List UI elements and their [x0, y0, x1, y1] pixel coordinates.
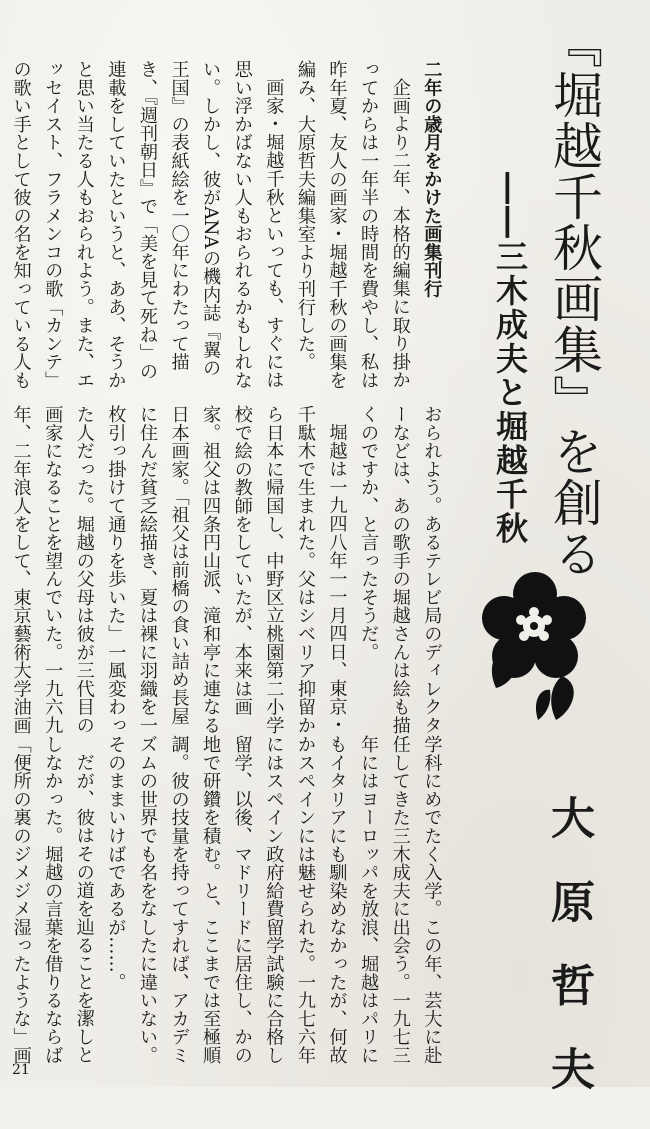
text-line: かスペインには魅せられた。一九七六年 [294, 735, 316, 1065]
page-number: 21 [12, 1062, 30, 1078]
text-line: 留学、以後、マドリードに居住し、かの [231, 735, 253, 1065]
text-line: ら日本に帰国し、中野区立桃園第二小学 [263, 405, 285, 735]
text-line: 調。彼の技量を持ってすれば、アカデミ [168, 735, 190, 1065]
text-line: ってからは一年半の時間を費やし、私は [358, 60, 380, 390]
text-line: 「便所の裏のジメジメ湿ったような」画 [10, 735, 32, 1065]
text-line: もイタリアにも馴染めなかったが、何故 [326, 735, 348, 1065]
text-line: 千駄木で生まれた。父はシベリア抑留か [294, 405, 316, 735]
text-line: 堀越は一九四八年一一月四日、東京・ [326, 423, 348, 735]
text-line: にはスペイン政府給費留学試験に合格し [263, 735, 285, 1065]
text-line: しなかった。堀越の言葉を借りるならば [42, 735, 64, 1065]
text-line: い。しかし、彼がANAの機内誌『翼の [200, 60, 222, 377]
text-line: くのですか、と言ったそうだ。 [358, 405, 380, 662]
text-line: 昨年夏、友人の画家・堀越千秋の画集を [326, 60, 348, 390]
text-line: 日本画家。「祖父は前橋の食い詰め長屋 [168, 405, 190, 726]
text-line: 校で絵の教師をしていたが、本来は画 [231, 405, 253, 716]
text-line: 企画より二年、本格的編集に取り掛か [389, 78, 411, 390]
text-line: 画家になることを望んでいた。一九六九 [42, 405, 64, 735]
author-name: 大原哲夫 [543, 795, 594, 1129]
text-line: 任してきた三木成夫に出会う。一九七三 [389, 735, 411, 1065]
article-subtitle: ――三木成夫と堀越千秋 [491, 172, 529, 546]
text-line: ーなどは、あの歌手の堀越さんは絵も描 [389, 405, 411, 735]
text-block-middle [5, 405, 447, 735]
text-block-upper [5, 60, 447, 390]
text-line: 連載をしていたというと、ああ、そうか [105, 60, 127, 390]
text-line: 王国』の表紙絵を一〇年にわたって描 [168, 60, 190, 371]
text-line: 家。祖父は四条円山派、滝和亭に連なる [200, 405, 222, 735]
text-block-lower [5, 735, 447, 1065]
text-line: 思い浮かばない人もおられるかもしれな [231, 60, 253, 390]
text-line: だが、彼はその道を辿ることを潔しと [73, 753, 95, 1065]
text-line: おられよう。あるテレビ局のディレクタ [421, 405, 443, 735]
section-heading: 二年の歳月をかけた画集刊行 [421, 60, 443, 298]
camellia-icon [478, 570, 588, 730]
text-line: た人だった。堀越の父母は彼が三代目の [73, 405, 95, 735]
text-line: と思い当たる人もおられよう。また、エ [73, 60, 95, 390]
text-line: 年、二年浪人をして、東京藝術大学油画 [10, 405, 32, 735]
text-line: そのままいけばであるが……。 [105, 735, 127, 992]
text-line: 地で研鑽を積む。と、ここまでは至極順 [200, 735, 222, 1065]
text-line: 画家・堀越千秋といっても、すぐには [263, 78, 285, 390]
article-title: 『堀越千秋画集』を創る [545, 18, 603, 579]
text-line: の歌い手として彼の名を知っている人も [10, 60, 32, 390]
text-line: に住んだ貧乏絵描き、夏は裸に羽織を一 [136, 405, 158, 735]
text-line: 編み、大原哲夫編集室より刊行した。 [294, 60, 316, 371]
text-line: 年にはヨーロッパを放浪、堀越はパリに [358, 735, 380, 1065]
text-line: ッセイスト、フラメンコの歌「カンテ」 [42, 60, 64, 390]
text-line: ズムの世界でも名をなしたに違いない。 [136, 735, 158, 1065]
text-line: 枚引っ掛けて通りを歩いた」一風変わっ [105, 405, 127, 735]
text-line: き、『週刊朝日』で「美を見て死ね」の [136, 60, 158, 381]
text-line: 学科にめでたく入学。この年、芸大に赴 [421, 735, 443, 1065]
